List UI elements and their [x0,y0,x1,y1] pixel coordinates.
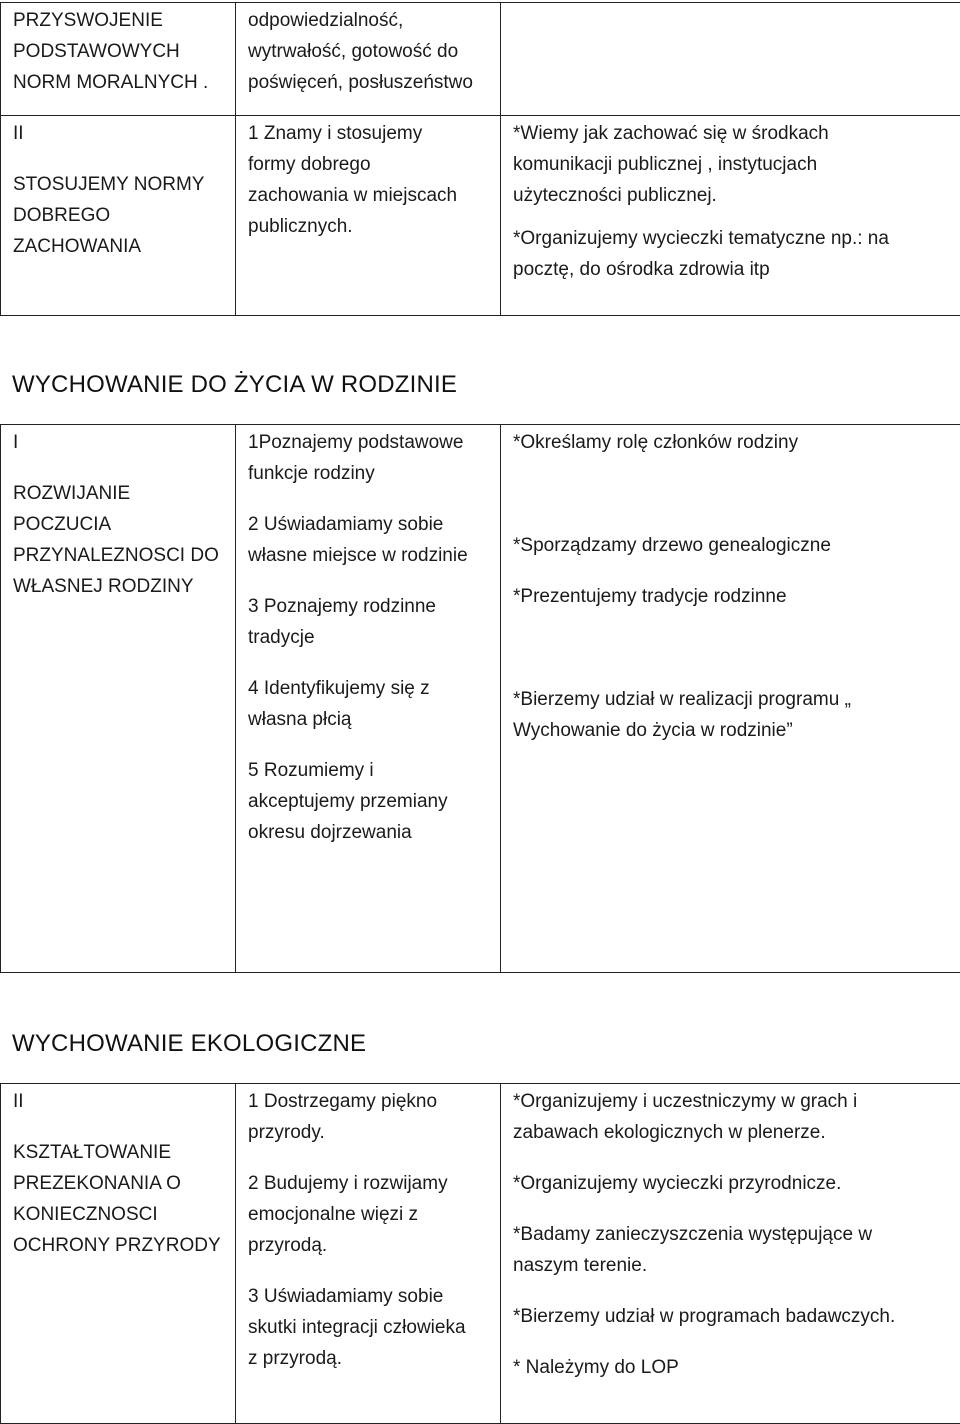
task-line: * Należymy do LOP [513,1352,955,1383]
area-line: PREZEKONANIA O [13,1168,227,1199]
task-line: *Prezentujemy tradycje rodzinne [513,581,955,612]
area-line: PRZYSWOJENIE [13,5,227,36]
cell-goals [236,116,501,316]
ecology-table [0,1083,960,1424]
goal-line: 2 Uświadamiamy sobie [248,509,492,540]
goal-line: 5 Rozumiemy i [248,755,492,786]
goal-line: okresu dojrzewania [248,817,492,848]
table-row [1,425,960,973]
cell-area [1,425,236,973]
goal-line: 3 Poznajemy rodzinne [248,591,492,622]
norms-table [0,2,960,316]
goal-line: zachowania w miejscach [248,180,492,211]
goal-line: 4 Identyfikujemy się z [248,673,492,704]
goal-line: 1 Dostrzegamy piękno [248,1086,492,1117]
area-line: KSZTAŁTOWANIE [13,1137,227,1168]
task-line: użyteczności publicznej. [513,180,955,211]
goal-line: z przyrodą. [248,1343,492,1374]
area-line: NORM MORALNYCH . [13,67,227,98]
goal-line: poświęceń, posłuszeństwo [248,67,492,98]
area-line: PODSTAWOWYCH [13,36,227,67]
task-line: *Organizujemy wycieczki przyrodnicze. [513,1168,955,1199]
goal-line: akceptujemy przemiany [248,786,492,817]
task-line: *Określamy rolę członków rodziny [513,427,955,458]
goal-line: odpowiedzialność, [248,5,492,36]
area-line: OCHRONY PRZYRODY [13,1230,227,1261]
goal-line: formy dobrego [248,149,492,180]
area-number: II [13,1086,227,1117]
task-line: *Organizujemy wycieczki tematyczne np.: na [513,223,955,254]
cell-tasks [501,3,960,116]
goal-line: emocjonalne więzi z [248,1199,492,1230]
table-row [1,116,960,316]
task-line: *Organizujemy i uczestniczymy w grach i [513,1086,955,1117]
cell-goals [236,1084,501,1424]
cell-tasks [501,425,960,973]
task-line: *Sporządzamy drzewo genealogiczne [513,530,955,561]
goal-line: własne miejsce w rodzinie [248,540,492,571]
goal-line: przyrodą. [248,1230,492,1261]
goal-line: wytrwałość, gotowość do [248,36,492,67]
goal-line: przyrody. [248,1117,492,1148]
table-row [1,1084,960,1424]
task-line: *Wiemy jak zachować się w środkach [513,118,955,149]
cell-area [1,1084,236,1424]
goal-line: skutki integracji człowieka [248,1312,492,1343]
task-line: zabawach ekologicznych w plenerze. [513,1117,955,1148]
family-table [0,424,960,973]
task-line: *Bierzemy udział w programach badawczych. [513,1301,955,1332]
area-line: POCZUCIA [13,509,227,540]
cell-area [1,3,236,116]
area-line: ZACHOWANIA [13,231,227,262]
cell-goals [236,425,501,973]
cell-tasks [501,1084,960,1424]
task-line: pocztę, do ośrodka zdrowia itp [513,254,955,285]
task-line: komunikacji publicznej , instytucjach [513,149,955,180]
goal-line: 2 Budujemy i rozwijamy [248,1168,492,1199]
goal-line: 1 Znamy i stosujemy [248,118,492,149]
goal-line: własna płcią [248,704,492,735]
area-number: I [13,427,227,458]
area-line: WŁASNEJ RODZINY [13,571,227,602]
cell-tasks [501,116,960,316]
section-title-ecology: WYCHOWANIE EKOLOGICZNE [12,1030,366,1058]
goal-line: publicznych. [248,211,492,242]
task-line: Wychowanie do życia w rodzinie” [513,715,955,746]
table-row [1,3,960,116]
goal-line: 1Poznajemy podstawowe [248,427,492,458]
area-line: KONIECZNOSCI [13,1199,227,1230]
goal-line: funkcje rodziny [248,458,492,489]
task-line: *Bierzemy udział w realizacji programu „ [513,684,955,715]
area-line: ROZWIJANIE [13,478,227,509]
cell-goals [236,3,501,116]
task-line: naszym terenie. [513,1250,955,1281]
area-line: DOBREGO [13,200,227,231]
area-number: II [13,118,227,149]
area-line: STOSUJEMY NORMY [13,169,227,200]
goal-line: 3 Uświadamiamy sobie [248,1281,492,1312]
area-line: PRZYNALEZNOSCI DO [13,540,227,571]
goal-line: tradycje [248,622,492,653]
section-title-family: WYCHOWANIE DO ŻYCIA W RODZINIE [12,371,457,399]
cell-area [1,116,236,316]
task-line: *Badamy zanieczyszczenia występujące w [513,1219,955,1250]
